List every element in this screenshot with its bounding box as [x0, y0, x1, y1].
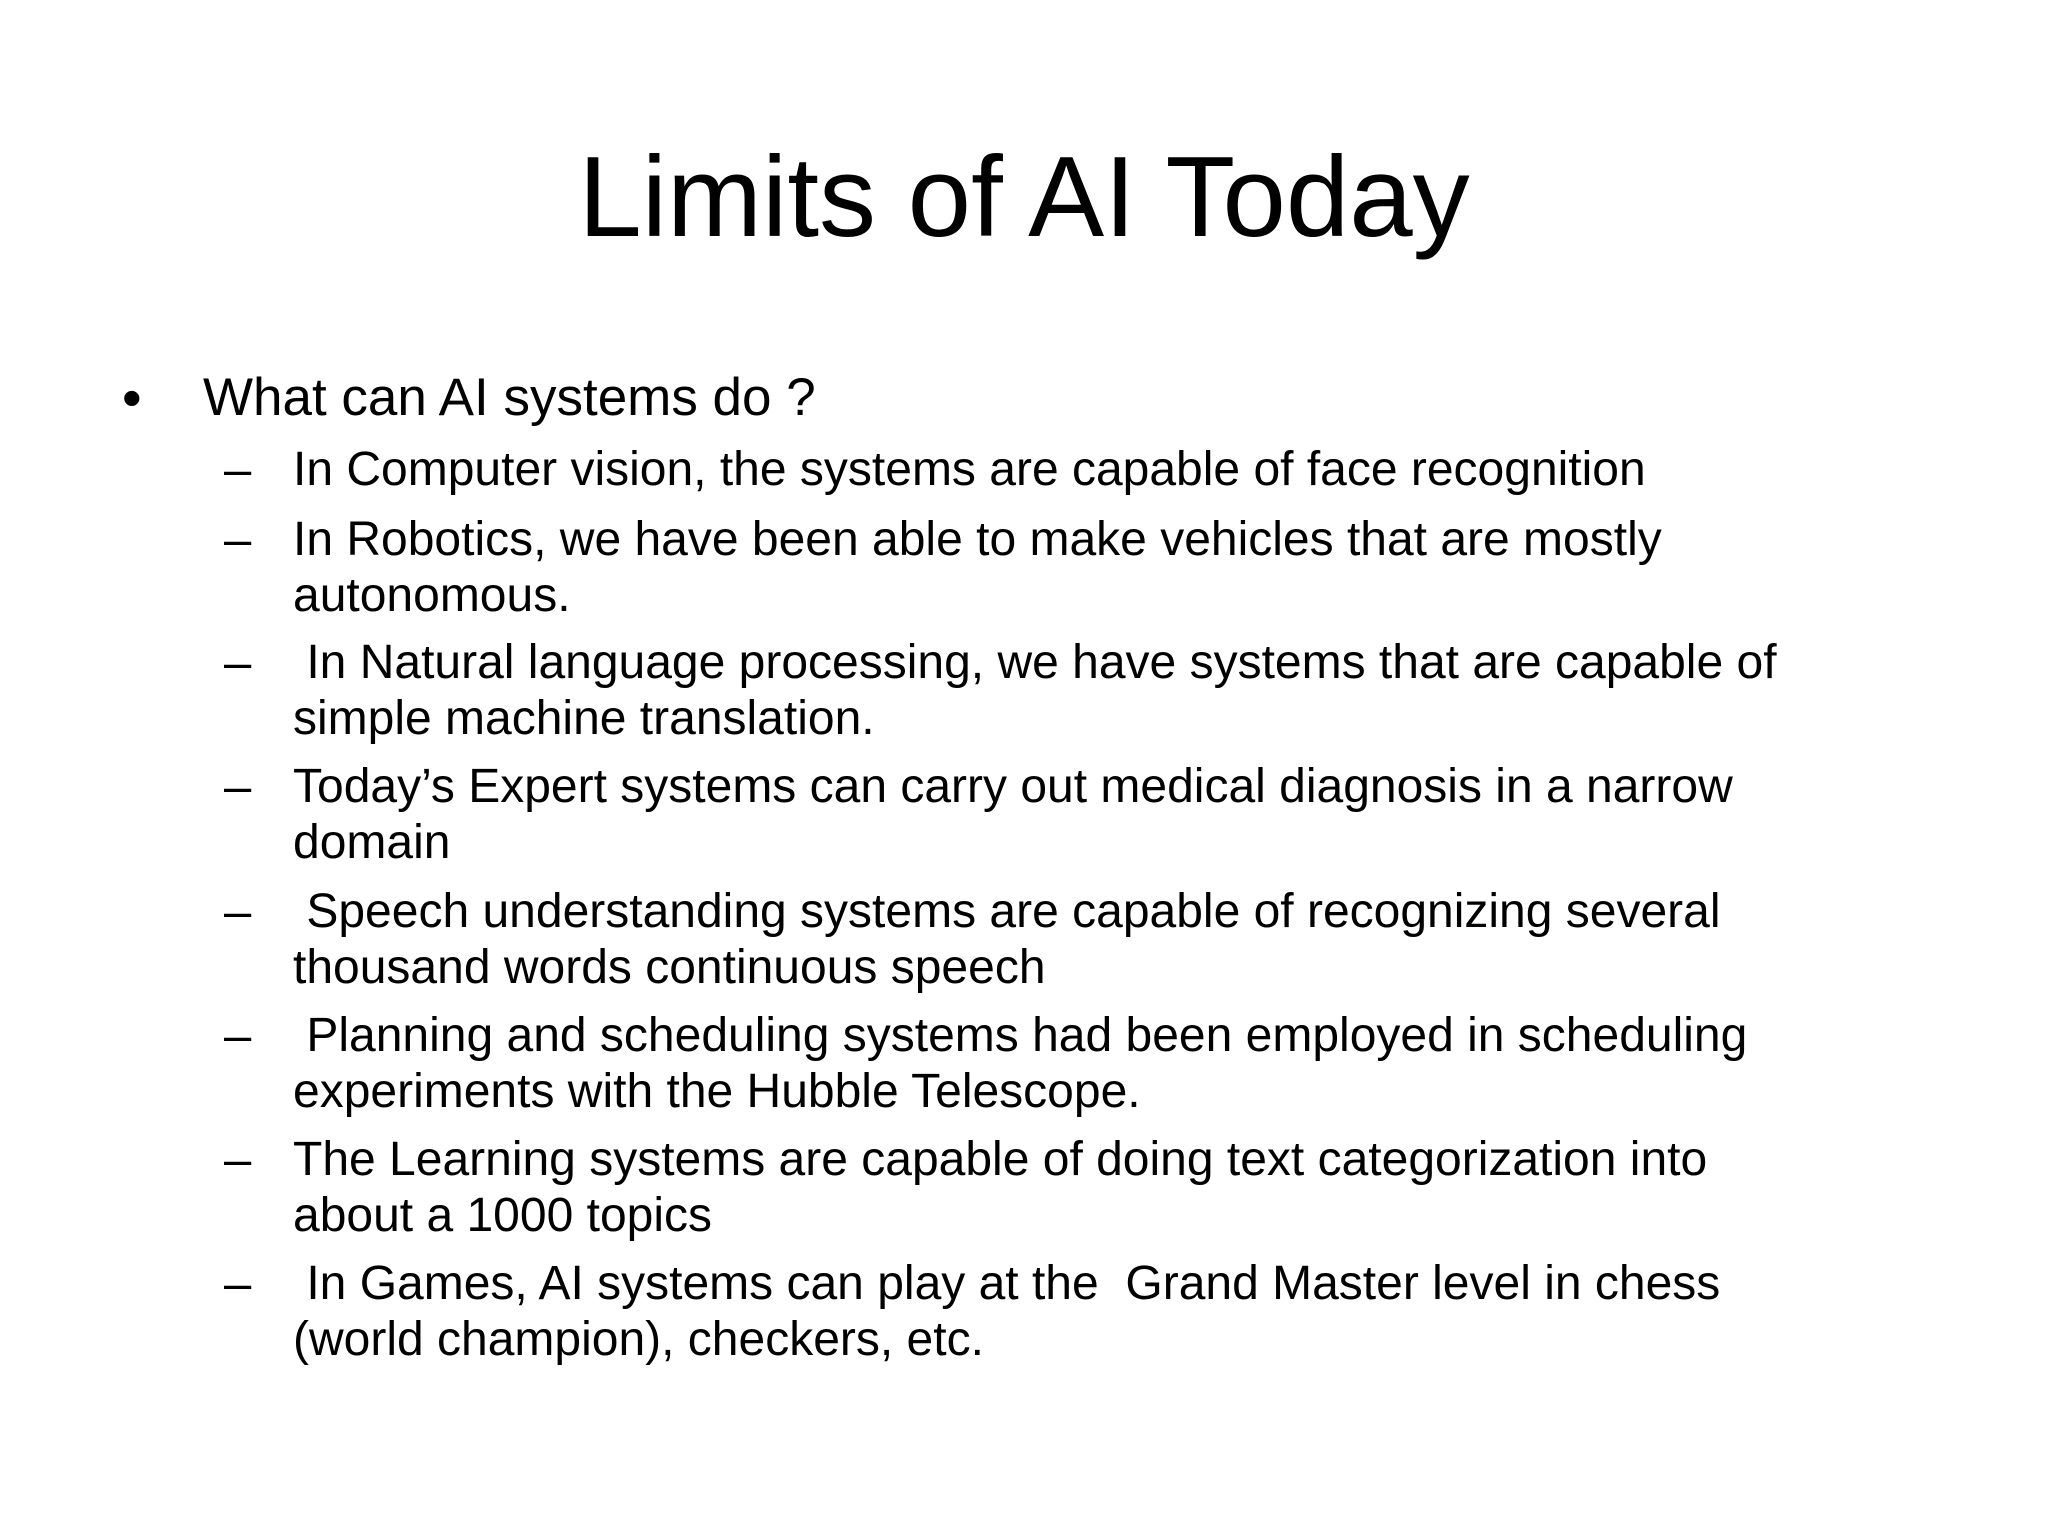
- sub-item-text: The Learning systems are capable of doing text categorization into about a 1000 topics: [293, 1133, 1708, 1242]
- sub-item-text: In Natural language processing, we have systems that are capable of simple machine translation.: [293, 636, 1777, 745]
- sub-item-text: In Games, AI systems can play at the Grand Master level in chess (world champion), checkers, etc.: [293, 1257, 1721, 1366]
- bullet-text: What can AI systems do ?: [203, 368, 816, 427]
- sub-item-text: In Computer vision, the systems are capable of face recognition: [293, 443, 1646, 496]
- dash-marker: –: [224, 760, 252, 814]
- dash-marker: –: [224, 1009, 252, 1063]
- dash-marker: –: [224, 1133, 252, 1187]
- sub-item-text: Planning and scheduling systems had been employed in scheduling experiments with the Hubble Telescope.: [293, 1009, 1748, 1118]
- bullet-marker: •: [122, 366, 142, 429]
- dash-marker: –: [224, 1257, 252, 1311]
- dash-marker: –: [224, 513, 252, 567]
- dash-marker: –: [224, 636, 252, 690]
- dash-marker: –: [224, 885, 252, 939]
- sub-item-text: Today’s Expert systems can carry out medical diagnosis in a narrow domain: [293, 760, 1733, 869]
- sub-item-text: Speech understanding systems are capable of recognizing several thousand words continuous speech: [293, 885, 1721, 994]
- sub-item-text: In Robotics, we have been able to make vehicles that are mostly autonomous.: [293, 513, 1662, 622]
- dash-marker: –: [224, 443, 252, 497]
- slide-title: Limits of AI Today: [578, 134, 1470, 261]
